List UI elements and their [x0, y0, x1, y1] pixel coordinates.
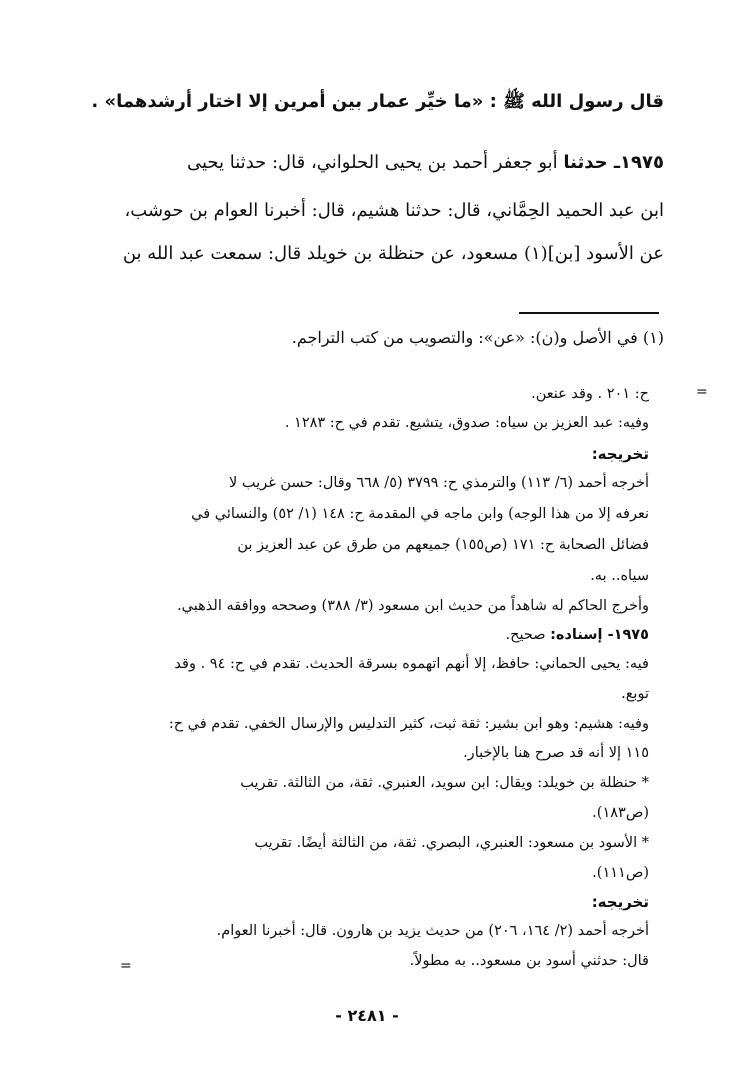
commentary-line-15: (ص١١١). [592, 865, 649, 881]
isnad-grade: صحيح. [505, 627, 551, 643]
footnote-1: (١) في الأصل و(ن): «عن»: والتصويب من كتب التراجم. [291, 328, 664, 347]
main-line-1-text: قال رسول الله ﷺ : «ما خيِّر عمار بين أمرين إلا اختار أرشدهما» . [91, 91, 664, 112]
commentary-line-8: فيه: يحيى الحماني: حافظ، إلا أنهم اتهموه بسرقة الحديث. تقدم في ح: ٩٤ . وقد [174, 656, 649, 672]
commentary-line-17: قال: حدثني أسود بن مسعود.. به مطولاً. [409, 953, 649, 969]
commentary-line-16: أخرجه أحمد (٢/ ١٦٤، ٢٠٦) من حديث يزيد بن هارون. قال: أخبرنا العوام. [216, 923, 649, 939]
commentary-line-4: نعرفه إلا من هذا الوجه) وابن ماجه في المقدمة ح: ١٤٨ (١/ ٥٢) والنسائي في [191, 506, 649, 522]
commentary-line-2: وفيه: عبد العزيز بن سياه: صدوق، يتشيع. تقدم في ح: ١٢٨٣ . [284, 415, 649, 431]
main-line-2-text: أبو جعفر أحمد بن يحيى الحلواني، قال: حدثنا يحيى [186, 152, 564, 173]
footnote-separator [519, 312, 659, 314]
commentary-line-11: ١١٥ إلا أنه قد صرح هنا بالإخبار. [463, 745, 649, 761]
hadith-number-marker: ١٩٧٥ـ حدثنا [563, 152, 664, 173]
main-line-3: ابن عبد الحميد الحِمَّاني، قال: حدثنا هشيم، قال: أخبرنا العوام بن حوشب، [124, 200, 664, 221]
commentary-line-1: ح: ٢٠١ . وقد عنعن. [531, 386, 649, 402]
commentary-line-5: فضائل الصحابة ح: ١٧١ (ص١٥٥) جميعهم من طرق عن عبد العزيز بن [237, 537, 649, 553]
isnad-line [505, 627, 649, 643]
takhrij-heading-1: تخريجه: [591, 445, 649, 463]
takhrij-heading-2: تخريجه: [591, 893, 649, 911]
main-line-1 [91, 90, 664, 116]
isnad-label: ١٩٧٥- إسناده: [550, 627, 649, 643]
commentary-line-6: سياه.. به. [590, 568, 649, 584]
commentary-line-10: وفيه: هشيم: وهو ابن بشير: ثقة ثبت، كثير التدليس والإرسال الخفي. تقدم في ح: [168, 716, 649, 732]
commentary-line-13: (ص١٨٣). [592, 805, 649, 821]
continuation-mark: = [696, 384, 708, 400]
page-number: - ٢٤٨١ - [335, 1006, 399, 1025]
end-continuation-mark: = [120, 958, 132, 974]
main-line-4: عن الأسود [بن](١) مسعود، عن حنظلة بن خويلد قال: سمعت عبد الله بن [122, 243, 664, 264]
commentary-line-3: أخرجه أحمد (٦/ ١١٣) والترمذي ح: ٣٧٩٩ (٥/ ٦٦٨ وقال: حسن غريب لا [229, 475, 649, 491]
commentary-line-9: توبع. [621, 686, 649, 702]
commentary-line-7: وأخرج الحاكم له شاهداً من حديث ابن مسعود (٣/ ٣٨٨) وصححه ووافقه الذهبي. [177, 598, 649, 614]
commentary-line-14: * الأسود بن مسعود: العنبري، البصري. ثقة، من الثالثة أيضًا. تقريب [254, 835, 649, 851]
commentary-line-12: * حنظلة بن خويلد: ويقال: ابن سويد، العنبري. ثقة، من الثالثة. تقريب [240, 775, 649, 791]
main-line-2 [187, 152, 664, 173]
